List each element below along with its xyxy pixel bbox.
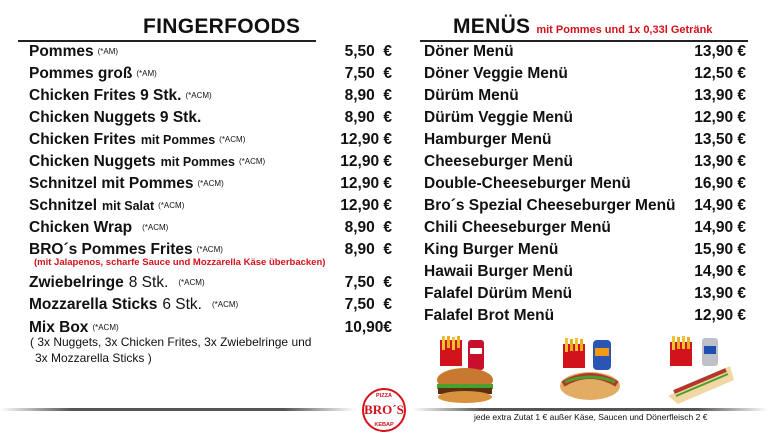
menu-item <box>424 130 551 150</box>
menu-item-price: 12,90 € <box>694 307 746 324</box>
menus-title <box>453 15 712 39</box>
fingerfood-item-allergens: (*AM) <box>97 47 119 56</box>
fingerfood-item-name: Schnitzel mit Pommes <box>29 175 194 193</box>
fingerfood-item-detail: mit Pommes <box>160 155 235 170</box>
fingerfood-item-allergens: (*ACM) <box>92 323 119 332</box>
fingerfood-item-price: 7,50 € <box>344 274 392 291</box>
fingerfood-item-allergens: (*ACM) <box>197 179 224 188</box>
menu-item-name: Falafel Brot Menü <box>424 307 555 324</box>
menu-item-name: Chili Cheeseburger Menü <box>424 219 611 236</box>
menu-item-price: 13,90 € <box>694 285 746 302</box>
menu-item <box>424 196 676 216</box>
menu-item-name: Dürüm Veggie Menü <box>424 109 573 126</box>
fingerfood-item-price: 8,90 € <box>344 109 392 126</box>
menu-item-name: Falafel Dürüm Menü <box>424 285 573 302</box>
fingerfood-item-name: Zwiebelringe <box>29 274 124 292</box>
menu-item-name: Döner Menü <box>424 43 514 60</box>
fingerfood-item-name: Chicken Frites <box>29 131 136 149</box>
mix-box-note-line2: 3x Mozzarella Sticks ) <box>35 351 152 365</box>
menu-item-price: 13,50 € <box>694 131 746 148</box>
fingerfood-item <box>29 108 201 128</box>
menu-item-price: 15,90 € <box>694 241 746 258</box>
menu-item <box>424 152 573 172</box>
fingerfood-item-price: 5,50 € <box>344 43 392 60</box>
menus-title-text: MENÜS <box>453 15 531 38</box>
fingerfood-item-name: Schnitzel <box>29 197 98 215</box>
fingerfood-item-allergens: (*ACM) <box>212 300 239 309</box>
fingerfood-item-name: BRO´s Pommes Frites <box>29 241 193 259</box>
menu-item <box>424 108 573 128</box>
menu-item <box>424 174 631 194</box>
extra-toppings-note: jede extra Zutat 1 € außer Käse, Saucen und Dönerfleisch 2 € <box>474 412 708 422</box>
fingerfood-item-detail: mit Pommes <box>140 133 216 148</box>
menus-subtitle: mit Pommes und 1x 0,33l Getränk <box>536 24 713 36</box>
fingerfood-item <box>29 218 168 238</box>
fingerfood-item <box>29 86 212 106</box>
fingerfood-item-allergens: (*ACM) <box>219 135 246 144</box>
fingerfood-item-name: Chicken Nuggets <box>29 153 156 171</box>
fingerfood-item-name: Chicken Wrap <box>29 219 133 237</box>
fingerfood-item-allergens: (*ACM) <box>238 157 266 166</box>
fingerfood-item-allergens: (*ACM) <box>196 245 223 254</box>
menu-item-price: 14,90 € <box>694 263 746 280</box>
menu-item <box>424 64 568 84</box>
fingerfood-item-price: 12,90 € <box>340 197 392 214</box>
fingerfood-item <box>29 196 184 216</box>
fingerfood-item-name: Mozzarella Sticks <box>29 296 158 314</box>
menu-item-price: 12,90 € <box>694 109 746 126</box>
menu-item <box>424 262 573 282</box>
fingerfood-item-price: 10,90€ <box>344 319 392 336</box>
fingerfood-item <box>29 273 205 293</box>
fingerfood-item <box>29 130 245 150</box>
mix-box-note-line1: ( 3x Nuggets, 3x Chicken Frites, 3x Zwiebelringe und <box>30 335 312 349</box>
menu-item-name: Dürüm Menü <box>424 87 519 104</box>
fingerfood-item <box>29 152 265 172</box>
fingerfood-item-name: Pommes groß <box>29 65 133 83</box>
menu-item-price: 13,90 € <box>694 87 746 104</box>
fingerfoods-title: FINGERFOODS <box>143 15 301 38</box>
menu-item-name: King Burger Menü <box>424 241 559 258</box>
menu-item-price: 12,50 € <box>694 65 746 82</box>
menu-item <box>424 284 572 304</box>
fingerfood-item <box>29 174 224 194</box>
fingerfood-item-detail: 8 Stk. <box>128 274 169 292</box>
fingerfood-item-allergens: (*AM) <box>136 69 157 78</box>
fingerfood-item-price: 8,90 € <box>344 219 392 236</box>
menu-item-name: Bro´s Spezial Cheeseburger Menü <box>424 197 676 214</box>
fingerfood-item-allergens: (*ACM) <box>185 91 212 100</box>
menu-item <box>424 86 519 106</box>
fingerfood-item-price: 12,90 € <box>340 175 392 192</box>
menu-item <box>424 218 611 238</box>
fingerfood-item-name: Chicken Nuggets 9 Stk. <box>29 109 202 126</box>
menu-item-name: Döner Veggie Menü <box>424 65 568 82</box>
fingerfood-item-price: 12,90 € <box>340 131 392 148</box>
burger-menu-picture <box>430 336 504 406</box>
fingerfood-item-name: Pommes <box>29 43 94 61</box>
fingerfood-item-price: 7,50 € <box>344 65 392 82</box>
fingerfood-item-detail: 6 Stk. <box>162 296 202 314</box>
logo-top-text: PIZZA <box>376 393 392 399</box>
fingerfood-item-detail: mit Salat <box>102 199 155 214</box>
menu-item-name: Double-Cheeseburger Menü <box>424 175 631 192</box>
wrap-menu-picture <box>664 336 738 406</box>
bros-logo <box>360 387 408 433</box>
fingerfood-item-name: Mix Box <box>29 319 89 337</box>
logo-main-text: BRO´S <box>364 402 404 417</box>
menu-item-price: 13,90 € <box>694 153 746 170</box>
fingerfood-item <box>29 64 157 84</box>
bottom-rule-left <box>0 408 355 411</box>
menu-item <box>424 42 514 62</box>
fingerfood-item-price: 7,50 € <box>344 296 392 313</box>
menu-item-price: 14,90 € <box>694 197 746 214</box>
menu-item-name: Hawaii Burger Menü <box>424 263 573 280</box>
menu-item <box>424 306 554 326</box>
fingerfood-item-allergens: (*ACM) <box>178 278 205 287</box>
menu-item-name: Hamburger Menü <box>424 131 552 148</box>
fingerfood-item <box>29 42 118 62</box>
menu-item <box>424 240 558 260</box>
menu-item-price: 13,90 € <box>694 43 746 60</box>
logo-bottom-text: KEBAP <box>374 422 394 428</box>
fingerfood-item-price: 8,90 € <box>344 87 392 104</box>
bottom-rule-right <box>412 408 768 411</box>
menu-item-price: 14,90 € <box>694 219 746 236</box>
fingerfood-item-allergens: (*ACM) <box>158 201 185 210</box>
fingerfood-item-price: 12,90 € <box>340 153 392 170</box>
bros-pommes-note: (mit Jalapenos, scharfe Sauce und Mozzarella Käse überbacken) <box>34 257 326 268</box>
doener-menu-picture <box>555 338 625 406</box>
fingerfood-item <box>29 295 238 315</box>
fingerfood-item-price: 8,90 € <box>344 241 392 258</box>
menu-item-price: 16,90 € <box>694 175 746 192</box>
menu-item-name: Cheeseburger Menü <box>424 153 574 170</box>
fingerfood-item-allergens: (*ACM) <box>142 223 169 232</box>
fingerfood-item-name: Chicken Frites 9 Stk. <box>29 87 182 105</box>
